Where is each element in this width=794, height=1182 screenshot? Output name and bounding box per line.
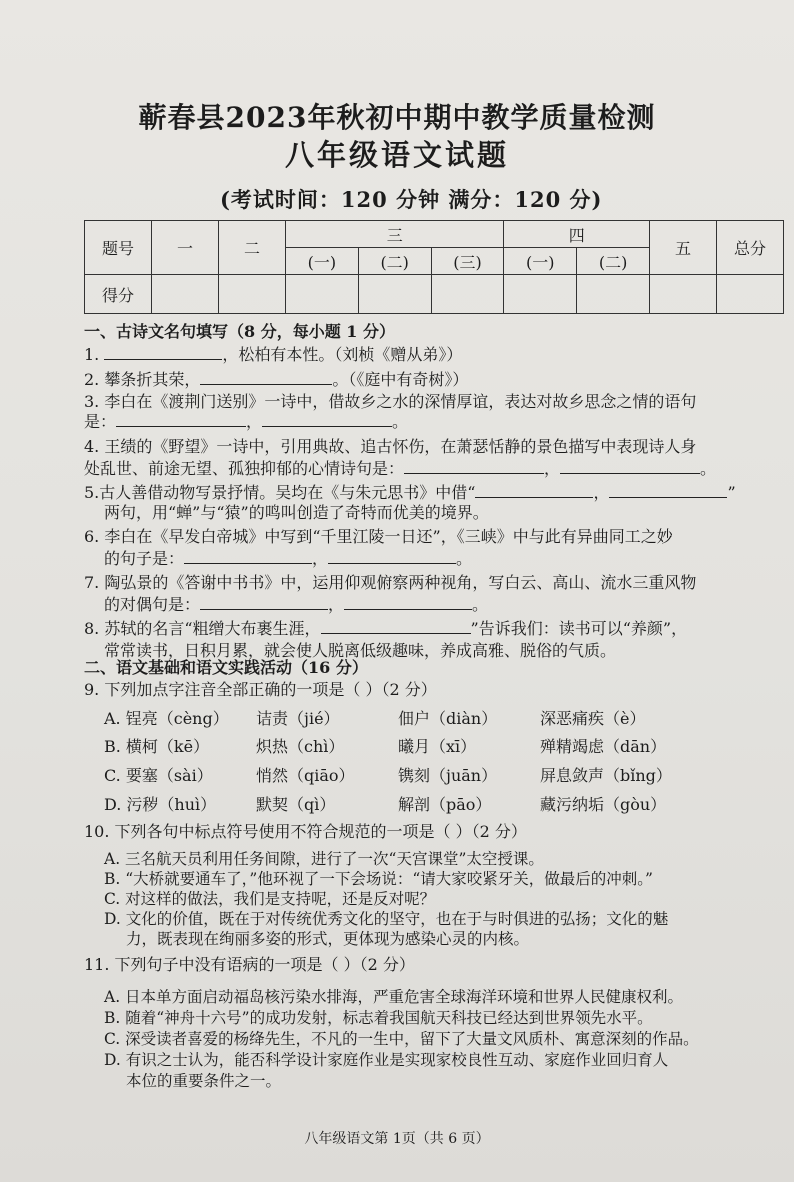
exam-subject-title: 八年级语文试题 [284,138,509,172]
score-cell[interactable] [504,275,577,314]
q10-option-d[interactable]: D. 文化的价值，既在于对传统优秀文化的坚守，也在于与时俱进的弘扬；文化的魅 [104,910,669,928]
q9-option-b-4: 殚精竭虑（dān） [540,737,667,756]
answer-blank[interactable] [344,595,472,610]
q10-option-a[interactable]: A. 三名航天员利用任务间隙，进行了一次“天宫课堂”太空授课。 [104,850,544,868]
score-cell[interactable] [286,275,359,314]
col-2: 二 [219,221,286,275]
answer-blank[interactable] [116,412,246,427]
answer-blank[interactable] [328,549,456,564]
question-4-line-2: 处乱世、前途无望、孤独抑郁的心情诗句是： ， 。 [84,459,717,478]
q9-option-b-3: 曦月（xī） [398,737,477,756]
q9-option-d-3: 解剖（pāo） [398,795,492,814]
question-text: 5.古人善借动物写景抒情。吴均在《与朱元思书》中借“ [84,483,476,502]
answer-blank[interactable] [609,483,727,498]
q10-option-b[interactable]: B. “大桥就要通车了，”他环视了一下会场说：“请大家咬紧牙关，做最后的冲刺。” [104,870,653,888]
col-3: 三 [286,221,504,248]
question-11: 11. 下列句子中没有语病的一项是（ ）（2 分） [84,955,415,974]
question-8 [84,619,687,639]
page-footer: 八年级语文第 1页（共 6 页） [304,1131,490,1147]
section-2-heading: 二、语文基础和语文实践活动（16 分） [84,658,368,677]
score-table [84,220,784,314]
question-number: 1. [84,345,100,364]
question-text: 。（《庭中有奇树》） [332,370,469,389]
score-cell[interactable] [717,275,784,314]
q11-option-c[interactable]: C. 深受读者喜爱的杨绛先生，不凡的一生中，留下了大量文风质朴、寓意深刻的作品。 [104,1030,699,1048]
score-cell[interactable] [577,275,650,314]
q9-option-d-2: 默契（qì） [256,795,336,814]
answer-blank[interactable] [184,549,312,564]
question-10: 10. 下列各句中标点符号使用不符合规范的一项是（ ）（2 分） [84,822,527,841]
q9-option-c-4: 屏息敛声（bǐng） [540,766,672,785]
answer-blank[interactable] [200,595,328,610]
col-4-sub-2: (二) [577,248,650,275]
question-6-line-2: 的句子是： ， 。 [104,549,473,568]
q9-option-a-2: 诘责（jié） [256,709,340,728]
q11-option-a[interactable]: A. 日本单方面启动福岛核污染水排海，严重危害全球海洋环境和世界人民健康权利。 [104,988,684,1006]
answer-blank[interactable] [475,483,593,498]
col-3-sub-2: (二) [358,248,431,275]
q9-option-a-4: 深恶痛疾（è） [540,709,646,728]
q9-option-a-3: 佃户（diàn） [398,709,498,728]
col-total: 总分 [717,221,784,275]
answer-blank[interactable] [262,412,392,427]
question-8-line-2: 常常读书，日积月累，就会使人脱离低级趣味，养成高雅、脱俗的气质。 [104,641,617,660]
q9-option-d-4: 藏污纳垢（gòu） [540,795,667,814]
score-label: 得分 [85,275,152,314]
answer-blank[interactable] [560,459,700,474]
score-cell[interactable] [219,275,286,314]
question-5: 5.古人善借动物写景抒情。吴均在《与朱元思书》中借“ ， ” [84,483,736,502]
question-7: 7. 陶弘景的《答谢中书书》中，运用仰观俯察两种视角，写白云、高山、流水三重风物 [84,573,697,592]
col-1: 一 [152,221,219,275]
question-3: 3. 李白在《渡荆门送别》一诗中，借故乡之水的深情厚谊，表达对故乡思念之情的语句 [84,392,697,411]
col-3-sub-3: (三) [431,248,504,275]
question-9: 9. 下列加点字注音全部正确的一项是（ ）（2 分） [84,680,437,699]
score-cell[interactable] [152,275,219,314]
q11-option-d[interactable]: D. 有识之士认为，能否科学设计家庭作业是实现家校良性互动、家庭作业回归育人 [104,1051,669,1069]
question-3-line-2: 是： ， 。 [84,412,409,431]
q9-option-a-1[interactable]: A. 锃亮（cèng） [104,709,229,728]
q11-option-d-cont: 本位的重要条件之一。 [126,1072,282,1090]
question-7-line-2: 的对偶句是： ， 。 [104,595,489,614]
score-cell[interactable] [431,275,504,314]
question-5-line-2: 两句，用“蝉”与“猿”的鸣叫创造了奇特而优美的境界。 [104,503,489,522]
q9-option-c-3: 镌刻（juān） [398,766,498,785]
score-cell[interactable] [650,275,717,314]
question-text: 是： [84,412,117,431]
question-6: 6. 李白在《早发白帝城》中写到“千里江陵一日还”，《三峡》中与此有异曲同工之妙 [84,527,673,546]
section-1-heading: 一、古诗文名句填写（8 分，每小题 1 分） [84,322,395,341]
q9-option-d-1[interactable]: D. 污秽（huì） [104,795,217,814]
question-text: 攀条折其荣， [104,370,201,389]
question-2 [84,370,468,390]
question-number: 2. [84,370,100,389]
answer-blank[interactable] [321,619,471,634]
q10-option-d-cont: 力，既表现在绚丽多姿的形式，更体现为感染心灵的内核。 [126,930,530,948]
q9-option-b-2: 炽热（chì） [256,737,345,756]
col-3-sub-1: (一) [286,248,359,275]
question-text: 处乱世、前途无望、孤独抑郁的心情诗句是： [84,459,405,478]
answer-blank[interactable] [404,459,544,474]
q11-option-b[interactable]: B. 随着“神舟十六号”的成功发射，标志着我国航天科技已经达到世界领先水平。 [104,1009,653,1027]
q10-option-c[interactable]: C. 对这样的做法，我们是支持呢，还是反对呢？ [104,890,436,908]
question-text: ”告诉我们：读书可以“养颜”， [470,619,688,638]
question-text: ，松柏有本性。（刘桢《赠从弟》） [222,345,463,364]
q9-option-c-1[interactable]: C. 要塞（sài） [104,766,213,785]
question-text: 8. 苏轼的名言“粗缯大布裹生涯， [84,619,321,638]
col-4: 四 [504,221,650,248]
col-4-sub-1: (一) [504,248,577,275]
answer-blank[interactable] [104,345,222,360]
exam-title: 蕲春县2023年秋初中期中教学质量检测 [138,101,656,134]
score-cell[interactable] [358,275,431,314]
q9-option-c-2: 悄然（qiāo） [256,766,355,785]
question-text: 的对偶句是： [104,595,201,614]
col-5: 五 [650,221,717,275]
header-question-label: 题号 [85,221,152,275]
q9-option-b-1[interactable]: B. 横柯（kē） [104,737,210,756]
question-4: 4. 王绩的《野望》一诗中，引用典故、追古怀伤，在萧瑟恬静的景色描写中表现诗人身 [84,437,697,456]
answer-blank[interactable] [200,370,332,385]
exam-info: (考试时间：120 分钟 满分：120 分) [220,187,603,212]
question-1 [84,345,462,365]
question-text: 的句子是： [104,549,185,568]
